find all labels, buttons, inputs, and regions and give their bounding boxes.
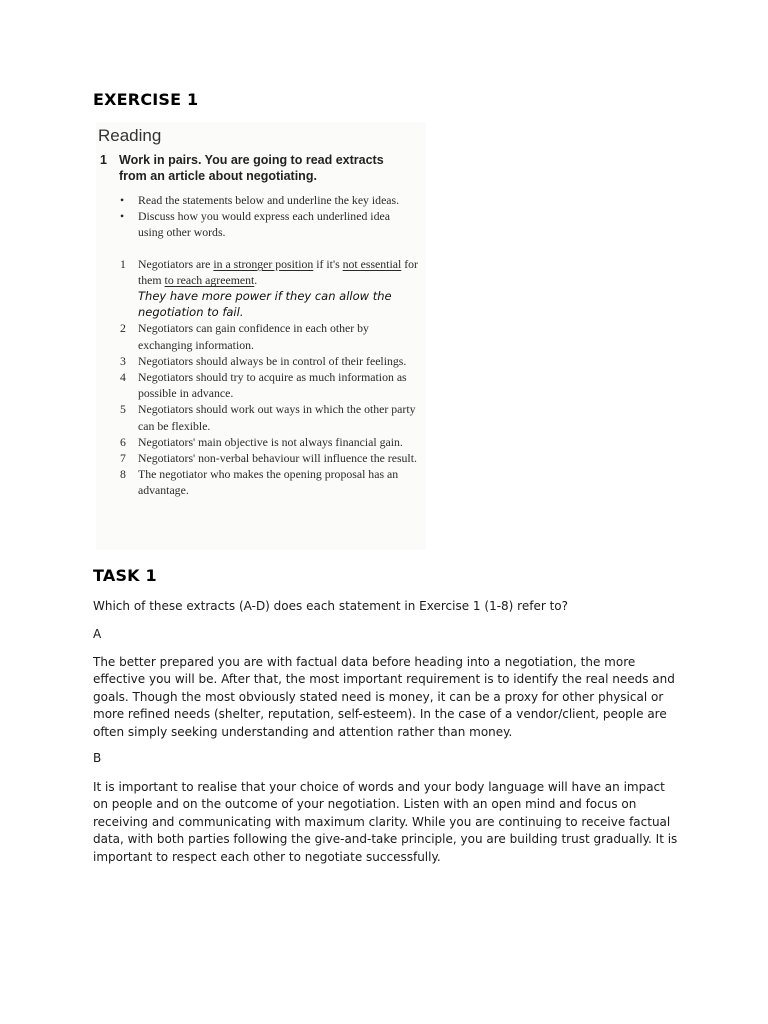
bullet-text: Read the statements below and underline the key ideas. — [138, 193, 400, 207]
handwritten-answer: They have more power if they can allow the negotiation to fail. — [138, 289, 392, 320]
task-heading: TASK 1 — [93, 566, 157, 585]
statement-text-part: Negotiators are — [138, 257, 214, 271]
bullet-text: Discuss how you would express each underlined idea using other words. — [138, 209, 390, 240]
statement-item-1 — [118, 256, 418, 320]
reading-title: Reading — [98, 126, 162, 145]
bullet-icon: • — [120, 209, 125, 224]
statement-number: 6 — [120, 434, 126, 449]
exercise-heading: EXERCISE 1 — [93, 90, 199, 109]
reading-extract-image — [96, 122, 426, 550]
statement-item — [118, 353, 418, 369]
statement-text: Negotiators can gain confidence in each other by exchanging information. — [138, 321, 369, 352]
statement-text: Negotiators should try to acquire as much information as possible in advance. — [138, 370, 407, 401]
extract-b-label: B — [93, 751, 102, 765]
statement-number: 8 — [120, 467, 126, 482]
statement-text-part: for them — [138, 257, 418, 288]
statement-number: 5 — [120, 402, 126, 417]
extract-a-label: A — [93, 627, 102, 641]
question-text: Work in pairs. You are going to read extracts from an article about negotiating. — [119, 153, 384, 183]
statement-text-part: . — [254, 273, 258, 288]
statement-item — [118, 401, 418, 433]
underlined-key-idea: in a stronger position — [213, 257, 314, 271]
bullet-item — [118, 208, 418, 240]
extract-b-text: It is important to realise that your choice of words and your body language will have an impact on people and on the outcome of your negotiation. Listen with an open mind and focus on receiving and communicating with maximum clarity. While you are continuing to receive factual data, with both parties following the give-and-take principle, you are building trust gradually. It is important to respect each other to negotiate successfully. — [93, 780, 678, 864]
statement-item — [118, 320, 418, 352]
task-question: Which of these extracts (A-D) does each statement in Exercise 1 (1-8) refer to? — [93, 599, 568, 613]
statement-text-part: if it's — [313, 257, 343, 271]
statement-text: Negotiators' non-verbal behaviour will influence the result. — [138, 451, 417, 466]
statement-text: Negotiators' main objective is not always financial gain. — [138, 434, 403, 449]
bullet-item — [118, 192, 418, 208]
statement-item — [118, 369, 418, 401]
statement-number: 3 — [120, 353, 126, 368]
underlined-key-idea: not essential — [342, 257, 402, 271]
statement-item — [118, 434, 418, 450]
question-number: 1 — [100, 153, 107, 167]
statement-item — [118, 450, 418, 466]
statement-item — [118, 466, 418, 498]
statement-number: 1 — [120, 257, 126, 271]
statement-number: 2 — [120, 321, 126, 336]
extract-a-text: The better prepared you are with factual data before heading into a negotiation, the more effective you will be. After that, the most important requirement is to identify the real needs and goals. Though the most obviously stated need is money, it can be a proxy for other physical or more refined needs (shelter, reputation, self-esteem). In the case of a vendor/client, people are often simply seeking understanding and attention rather than money. — [93, 655, 675, 739]
bullet-list — [118, 192, 418, 241]
statement-text: The negotiator who makes the opening proposal has an advantage. — [138, 467, 399, 498]
bullet-icon: • — [120, 193, 125, 207]
reading-question — [100, 152, 410, 184]
underlined-key-idea: to reach agreement — [164, 273, 255, 288]
statement-text: Negotiators should work out ways in which the other party can be flexible. — [138, 402, 416, 433]
statement-number: 4 — [120, 370, 126, 385]
statement-text: Negotiators should always be in control of their feelings. — [138, 353, 407, 368]
statement-number: 7 — [120, 451, 126, 466]
statement-list — [118, 256, 418, 499]
